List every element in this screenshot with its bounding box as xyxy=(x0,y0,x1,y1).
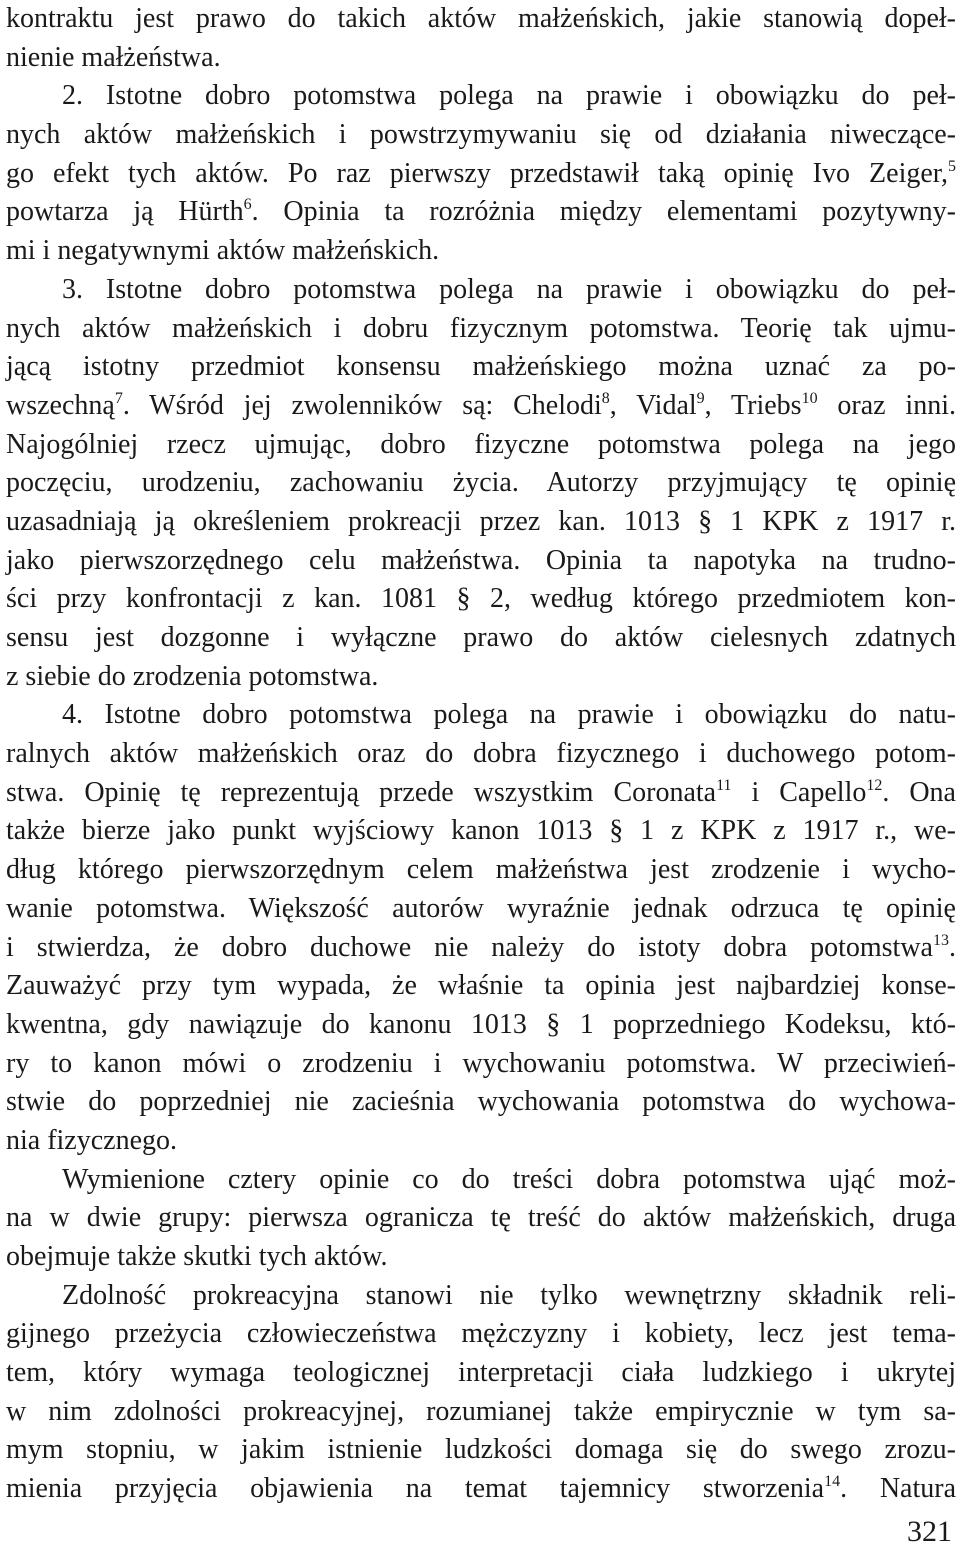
text-line: wanie potomstwa. Większość autorów wyraźnie jednak odrzuca tę opinię xyxy=(6,892,956,924)
page-body xyxy=(6,0,956,1509)
text-line: tem, który wymaga teologicznej interpretacji ciała ludzkiego i ukrytej xyxy=(6,1357,956,1389)
text-line: poczęciu, urodzeniu, zachowaniu życia. Autorzy przyjmujący tę opinię xyxy=(6,467,956,499)
text-line: nia fizycznego. xyxy=(6,1124,178,1156)
footnote-ref: 11 xyxy=(716,776,732,794)
text-line: Najogólniej rzecz ujmując, dobro fizyczne potomstwa polega na jego xyxy=(6,428,956,460)
text-line: w nim zdolności prokreacyjnej, rozumianej także empirycznie w tym sa- xyxy=(6,1395,956,1427)
text-line: ry to kanon mówi o zrodzeniu i wychowaniu potomstwa. W przeciwień- xyxy=(6,1047,956,1079)
page-number: 321 xyxy=(907,1515,952,1548)
text-line: dług którego pierwszorzędnym celem małżeństwa jest zrodzenie i wycho- xyxy=(6,854,956,886)
text-line: nienie małżeństwa. xyxy=(6,41,221,73)
text-line: Zdolność prokreacyjna stanowi nie tylko wewnętrzny składnik reli- xyxy=(62,1279,956,1311)
text-line: wszechną$^7$. Wśród jej zwolenników są: Chelodi$^8$, Vidal$^9$, Triebs$^{10}$ oraz inni. xyxy=(6,389,956,421)
footnote-ref: 14 xyxy=(824,1473,841,1491)
footnote-ref: 13 xyxy=(933,931,949,949)
text-line: obejmuje także skutki tych aktów. xyxy=(6,1241,388,1272)
footnote-ref: 7 xyxy=(114,389,123,407)
footnote-ref: 5 xyxy=(948,157,956,175)
text-line: ralnych aktów małżeńskich oraz do dobra fizycznego i duchowego potom- xyxy=(6,738,956,770)
text-line: gijnego przeżycia człowieczeństwa mężczyzny i kobiety, lecz jest tema- xyxy=(6,1318,956,1350)
footnote-ref: 6 xyxy=(243,196,252,214)
text-line: na w dwie grupy: pierwsza ogranicza tę treść do aktów małżeńskich, druga xyxy=(6,1202,956,1234)
text-line: Zauważyć przy tym wypada, że właśnie ta opinia jest najbardziej konse- xyxy=(6,970,956,1002)
text-line: także bierze jako punkt wyjściowy kanon 1013 § 1 z KPK z 1917 r., we- xyxy=(6,815,956,847)
text-line: stwa. Opinię tę reprezentują przede wszystkim Coronata$^{11}$ i Capello$^{12}$. Ona xyxy=(6,776,956,808)
text-line: uzasadniają ją określeniem prokreacji przez kan. 1013 § 1 KPK z 1917 r. xyxy=(6,505,956,537)
text-line: Wymienione cztery opinie co do treści dobra potomstwa ująć moż- xyxy=(62,1163,956,1195)
text-line: jako pierwszorzędnego celu małżeństwa. Opinia ta napotyka na trudno- xyxy=(6,544,956,576)
text-line: mym stopniu, w jakim istnienie ludzkości domaga się do swego zrozu- xyxy=(6,1434,956,1466)
text-line: go efekt tych aktów. Po raz pierwszy przedstawił taką opinię Ivo Zeiger,$^5$ xyxy=(6,157,956,189)
text-line: nych aktów małżeńskich i dobru fizycznym potomstwa. Teorię tak ujmu- xyxy=(6,312,956,344)
text-line: z siebie do zrodzenia potomstwa. xyxy=(6,660,379,692)
footnote-ref: 8 xyxy=(601,389,610,407)
text-line: stwie do poprzedniej nie zacieśnia wychowania potomstwa do wychowa- xyxy=(6,1086,956,1118)
text-line: powtarza ją Hürth$^6$. Opinia ta rozróżnia między elementami pozytywny- xyxy=(6,196,957,228)
text-line: 4. Istotne dobro potomstwa polega na prawie i obowiązku do natu- xyxy=(62,699,956,731)
text-line: sensu jest dozgonne i wyłączne prawo do aktów cielesnych zdatnych xyxy=(6,622,956,653)
text-line: i stwierdza, że dobro duchowe nie należy do istoty dobra potomstwa$^{13}$. xyxy=(6,931,956,963)
text-line: mienia przyjęcia objawienia na temat tajemnicy stworzenia$^{14}$. Natura xyxy=(6,1473,957,1505)
footnote-ref: 10 xyxy=(801,389,818,407)
text-line: 3. Istotne dobro potomstwa polega na prawie i obowiązku do peł- xyxy=(62,273,956,305)
text-line: kontraktu jest prawo do takich aktów małżeńskich, jakie stanowią dopeł- xyxy=(6,3,956,34)
text-line: mi i negatywnymi aktów małżeńskich. xyxy=(6,235,440,267)
text-line: nych aktów małżeńskich i powstrzymywaniu się od działania niweczące- xyxy=(6,119,956,151)
text-line: ści przy konfrontacji z kan. 1081 § 2, według którego przedmiotem kon- xyxy=(6,583,956,615)
footnote-ref: 9 xyxy=(696,389,705,407)
text-line: kwentna, gdy nawiązuje do kanonu 1013 § 1 poprzedniego Kodeksu, któ- xyxy=(6,1008,956,1040)
text-line: jącą istotny przedmiot konsensu małżeńskiego można uznać za po- xyxy=(6,351,956,383)
footnote-ref: 12 xyxy=(866,776,883,794)
text-line: 2. Istotne dobro potomstwa polega na prawie i obowiązku do peł- xyxy=(62,80,956,112)
